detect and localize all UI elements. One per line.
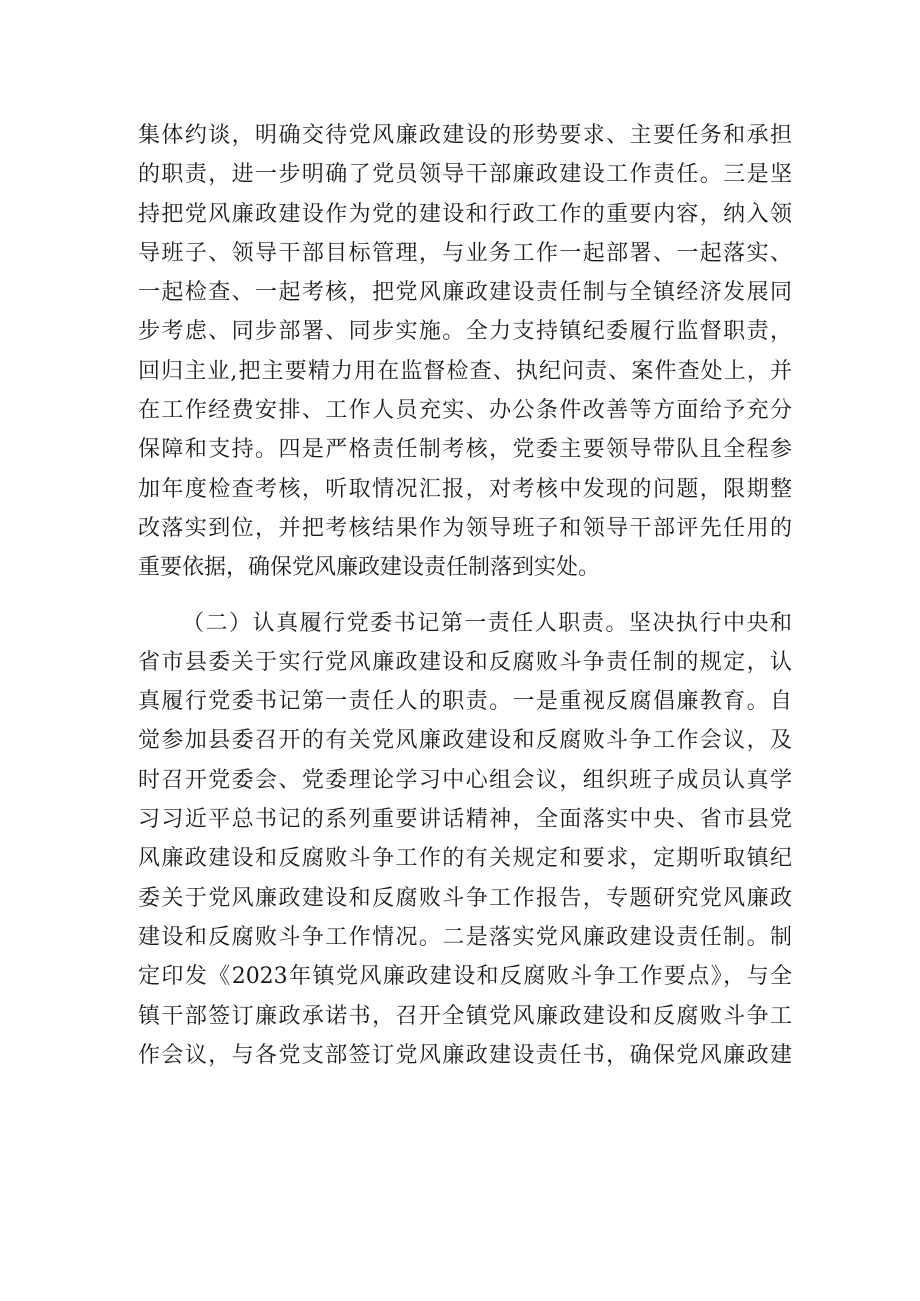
- text-line: 加年度检查考核，听取情况汇报，对考核中发现的问题，限期整: [138, 476, 792, 502]
- text-line: 习习近平总书记的系列重要讲话精神，全面落实中央、省市县党: [138, 807, 792, 833]
- text-line: 导班子、领导干部目标管理，与业务工作一起部署、一起落实、: [138, 240, 792, 266]
- text-line: 改落实到位，并把考核结果作为领导班子和领导干部评先任用的: [138, 515, 792, 541]
- document-body: [138, 116, 792, 1075]
- text-line: 一起检查、一起考核，把党风廉政建设责任制与全镇经济发展同: [138, 280, 792, 306]
- text-line: 的职责，进一步明确了党员领导干部廉政建设工作责任。三是坚: [138, 162, 792, 188]
- text-line: 保障和支持。四是严格责任制考核，党委主要领导带队且全程参: [138, 437, 792, 463]
- text-line: 定印发《2023年镇党风廉政建设和反腐败斗争工作要点》，与全: [138, 964, 792, 990]
- paragraph-2: [138, 604, 792, 1076]
- paragraph-spacer: [138, 588, 792, 604]
- text-line: （二）认真履行党委书记第一责任人职责。坚决执行中央和: [182, 610, 792, 636]
- text-line: 集体约谈，明确交待党风廉政建设的形势要求、主要任务和承担: [138, 123, 792, 148]
- text-line: 回归主业,把主要精力用在监督检查、执纪问责、案件查处上，并: [138, 358, 792, 384]
- text-line: 重要依据，确保党风廉政建设责任制落到实处。: [138, 555, 601, 581]
- text-line: 真履行党委书记第一责任人的职责。一是重视反腐倡廉教育。自: [138, 689, 792, 715]
- text-line: 持把党风廉政建设作为党的建设和行政工作的重要内容，纳入领: [138, 201, 792, 227]
- text-line: 委关于党风廉政建设和反腐败斗争工作报告，专题研究党风廉政: [138, 885, 792, 911]
- text-line: 步考虑、同步部署、同步实施。全力支持镇纪委履行监督职责，: [138, 319, 792, 345]
- text-line: 觉参加县委召开的有关党风廉政建设和反腐败斗争工作会议，及: [138, 728, 792, 754]
- text-line: 风廉政建设和反腐败斗争工作的有关规定和要求，定期听取镇纪: [138, 846, 792, 872]
- text-line: 建设和反腐败斗争工作情况。二是落实党风廉政建设责任制。制: [138, 924, 792, 950]
- text-line: 作会议，与各党支部签订党风廉政建设责任书，确保党风廉政建: [138, 1042, 792, 1068]
- text-line: 省市县委关于实行党风廉政建设和反腐败斗争责任制的规定，认: [138, 649, 792, 675]
- paragraph-1: [138, 116, 792, 588]
- text-line: 在工作经费安排、工作人员充实、办公条件改善等方面给予充分: [138, 398, 792, 424]
- text-line: 时召开党委会、党委理论学习中心组会议，组织班子成员认真学: [138, 767, 792, 793]
- text-line: 镇干部签订廉政承诺书，召开全镇党风廉政建设和反腐败斗争工: [138, 1003, 792, 1029]
